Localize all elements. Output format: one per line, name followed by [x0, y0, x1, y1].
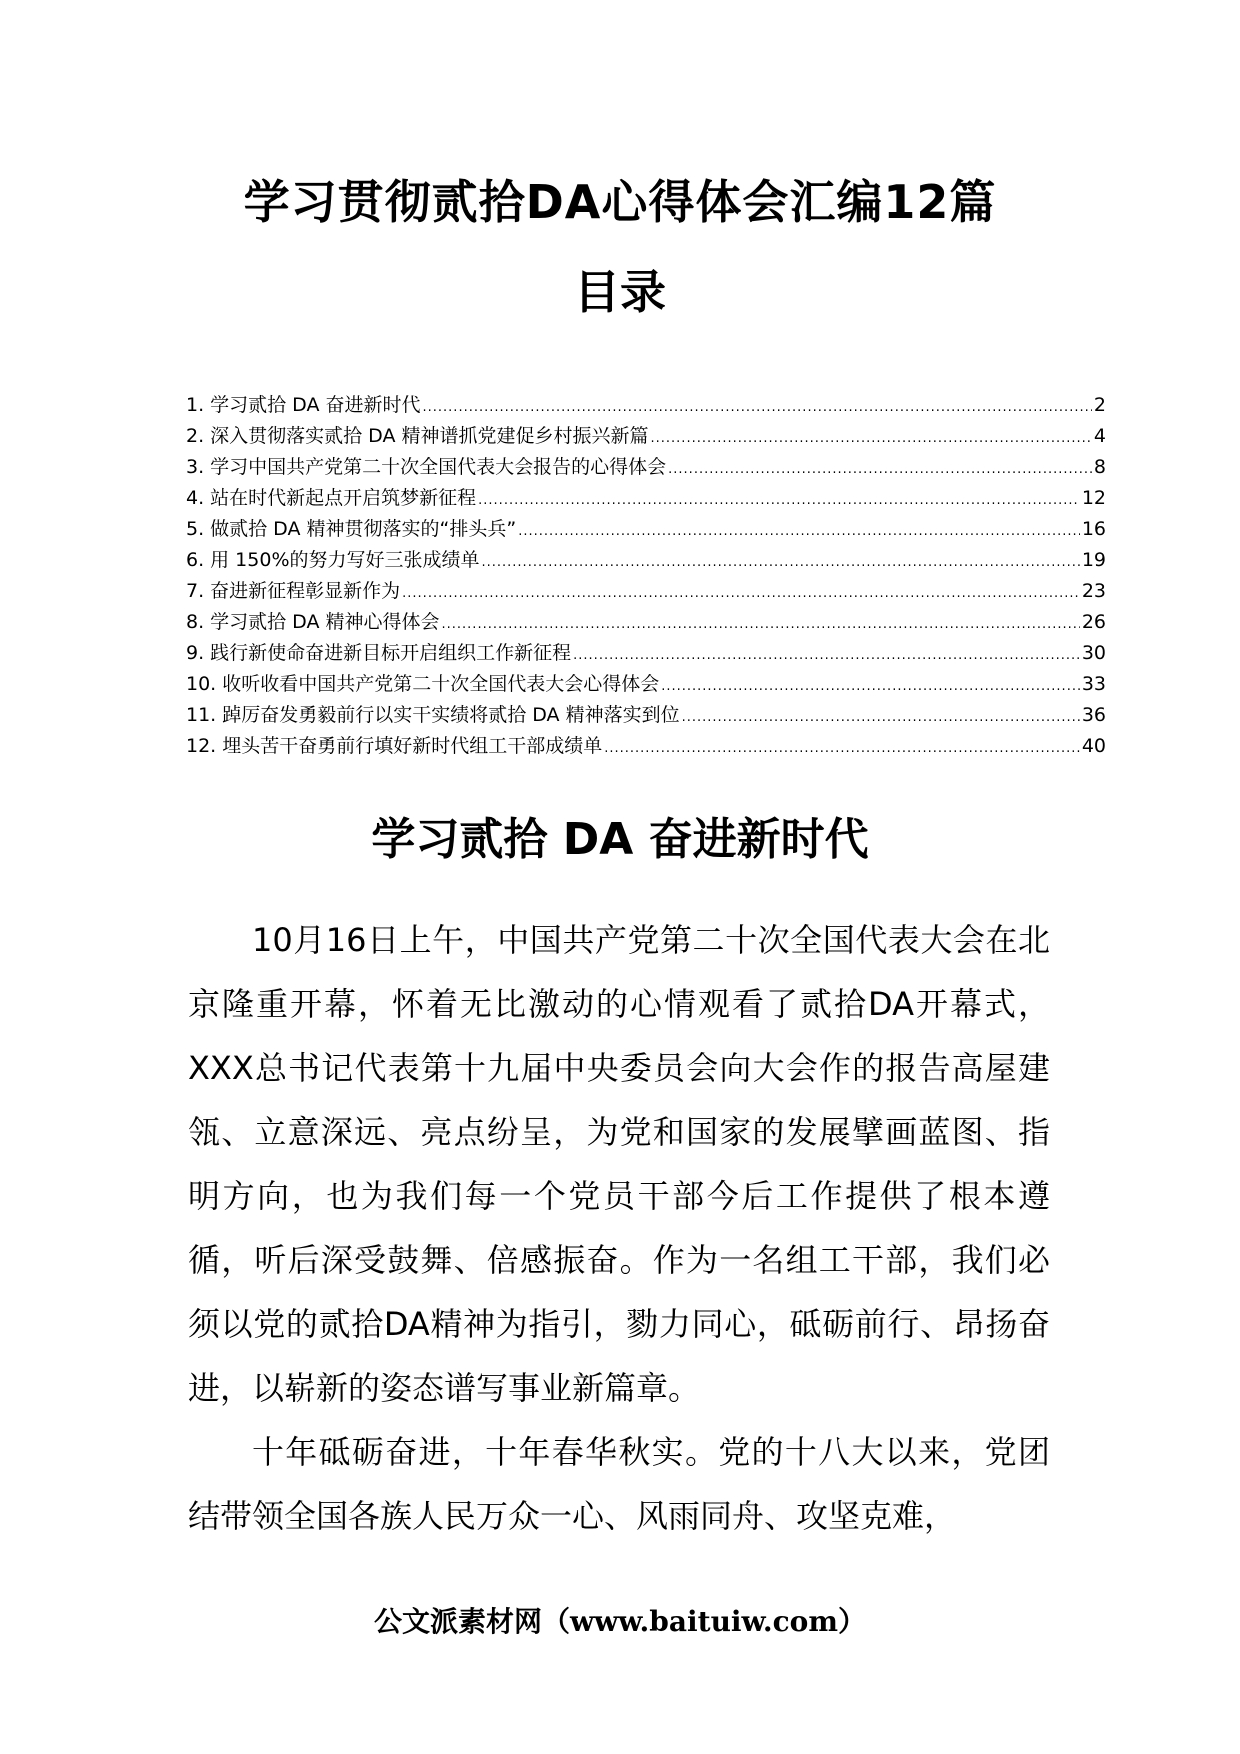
toc-entry-number: 12. — [186, 735, 217, 757]
body-paragraph: 十年砥砺奋进，十年春华秋实。党的十八大以来，党团结带领全国各族人民万众一心、风雨同舟、攻坚克难， — [188, 1433, 1050, 1535]
toc-entry-page: 40 — [1081, 735, 1106, 757]
toc-entry-8[interactable] — [186, 607, 1106, 638]
toc-leader-dots — [668, 454, 1092, 485]
toc-leader-dots — [573, 640, 1080, 671]
toc-entry-title: 埋头苦干奋勇前行填好新时代组工干部成绩单 — [222, 735, 603, 757]
toc-leader-dots — [442, 609, 1080, 640]
toc-entry-1[interactable] — [186, 390, 1106, 421]
toc-heading: 目录 — [574, 265, 666, 319]
toc-leader-dots — [518, 516, 1080, 547]
toc-entry-2[interactable] — [186, 421, 1106, 452]
toc-entry-number: 9. — [186, 642, 205, 664]
toc-leader-dots — [682, 702, 1080, 733]
toc-entry-number: 2. — [186, 425, 205, 447]
toc-entry-title: 收听收看中国共产党第二十次全国代表大会心得体会 — [222, 673, 660, 695]
toc-entry-7[interactable] — [186, 576, 1106, 607]
page-footer-watermark: 公文派素材网（www.baituiw.com） — [374, 1605, 866, 1638]
toc-leader-dots — [402, 578, 1080, 609]
toc-entry-number: 1. — [186, 394, 205, 416]
toc-entry-12[interactable] — [186, 731, 1106, 762]
toc-entry-title: 学习贰拾 DA 精神心得体会 — [210, 611, 440, 633]
article-title: 学习贰拾 DA 奋进新时代 — [371, 814, 869, 865]
toc-entry-title: 站在时代新起点开启筑梦新征程 — [210, 487, 477, 509]
toc-entry-page: 33 — [1081, 673, 1106, 695]
toc-entry-page: 8 — [1093, 456, 1106, 478]
article-body — [188, 908, 1050, 1548]
toc-entry-page: 26 — [1081, 611, 1106, 633]
toc-entry-title: 做贰拾 DA 精神贯彻落实的“排头兵” — [210, 518, 517, 540]
toc-entry-page: 2 — [1093, 394, 1106, 416]
toc-entry-page: 36 — [1081, 704, 1106, 726]
toc-entry-3[interactable] — [186, 452, 1106, 483]
toc-entry-number: 8. — [186, 611, 205, 633]
toc-entry-number: 10. — [186, 673, 217, 695]
toc-entry-9[interactable] — [186, 638, 1106, 669]
toc-leader-dots — [661, 671, 1080, 702]
toc-leader-dots — [604, 733, 1080, 764]
document-title: 学习贯彻贰拾DA心得体会汇编12篇 — [243, 175, 997, 229]
toc-entry-5[interactable] — [186, 514, 1106, 545]
toc-entry-number: 7. — [186, 580, 205, 602]
toc-entry-6[interactable] — [186, 545, 1106, 576]
toc-leader-dots — [423, 392, 1092, 423]
toc-entry-page: 23 — [1081, 580, 1106, 602]
toc-leader-dots — [482, 547, 1080, 578]
toc-entry-page: 19 — [1081, 549, 1106, 571]
toc-entry-number: 5. — [186, 518, 205, 540]
table-of-contents — [186, 390, 1106, 762]
toc-entry-number: 6. — [186, 549, 205, 571]
toc-entry-title: 学习中国共产党第二十次全国代表大会报告的心得体会 — [210, 456, 667, 478]
toc-leader-dots — [651, 423, 1092, 454]
toc-entry-number: 11. — [186, 704, 217, 726]
toc-entry-title: 践行新使命奋进新目标开启组织工作新征程 — [210, 642, 572, 664]
toc-entry-title: 奋进新征程彰显新作为 — [210, 580, 401, 602]
toc-entry-4[interactable] — [186, 483, 1106, 514]
toc-entry-number: 3. — [186, 456, 205, 478]
toc-entry-title: 用 150%的努力写好三张成绩单 — [210, 549, 480, 571]
toc-entry-page: 4 — [1093, 425, 1106, 447]
toc-entry-page: 12 — [1081, 487, 1106, 509]
toc-entry-10[interactable] — [186, 669, 1106, 700]
body-paragraph: 10月16日上午，中国共产党第二十次全国代表大会在北京隆重开幕，怀着无比激动的心情观看了贰拾DA开幕式，XXX总书记代表第十九届中央委员会向大会作的报告高屋建瓴、立意深远、亮点纷呈，为党和国家的发展擘画蓝图、指明方向，也为我们每一个党员干部今后工作提供了根本遵循，听后深受鼓舞、倍感振奋。作为一名组工干部，我们必须以党的贰拾DA精神为指引，勠力同心，砥砺前行、昂扬奋进，以崭新的姿态谱写事业新篇章。 — [188, 921, 1050, 1407]
toc-entry-title: 踔厉奋发勇毅前行以实干实绩将贰拾 DA 精神落实到位 — [222, 704, 680, 726]
toc-entry-number: 4. — [186, 487, 205, 509]
toc-entry-title: 学习贰拾 DA 奋进新时代 — [210, 394, 421, 416]
toc-entry-11[interactable] — [186, 700, 1106, 731]
toc-leader-dots — [478, 485, 1080, 516]
toc-entry-page: 16 — [1081, 518, 1106, 540]
toc-entry-title: 深入贯彻落实贰拾 DA 精神谱抓党建促乡村振兴新篇 — [210, 425, 649, 447]
toc-entry-page: 30 — [1081, 642, 1106, 664]
